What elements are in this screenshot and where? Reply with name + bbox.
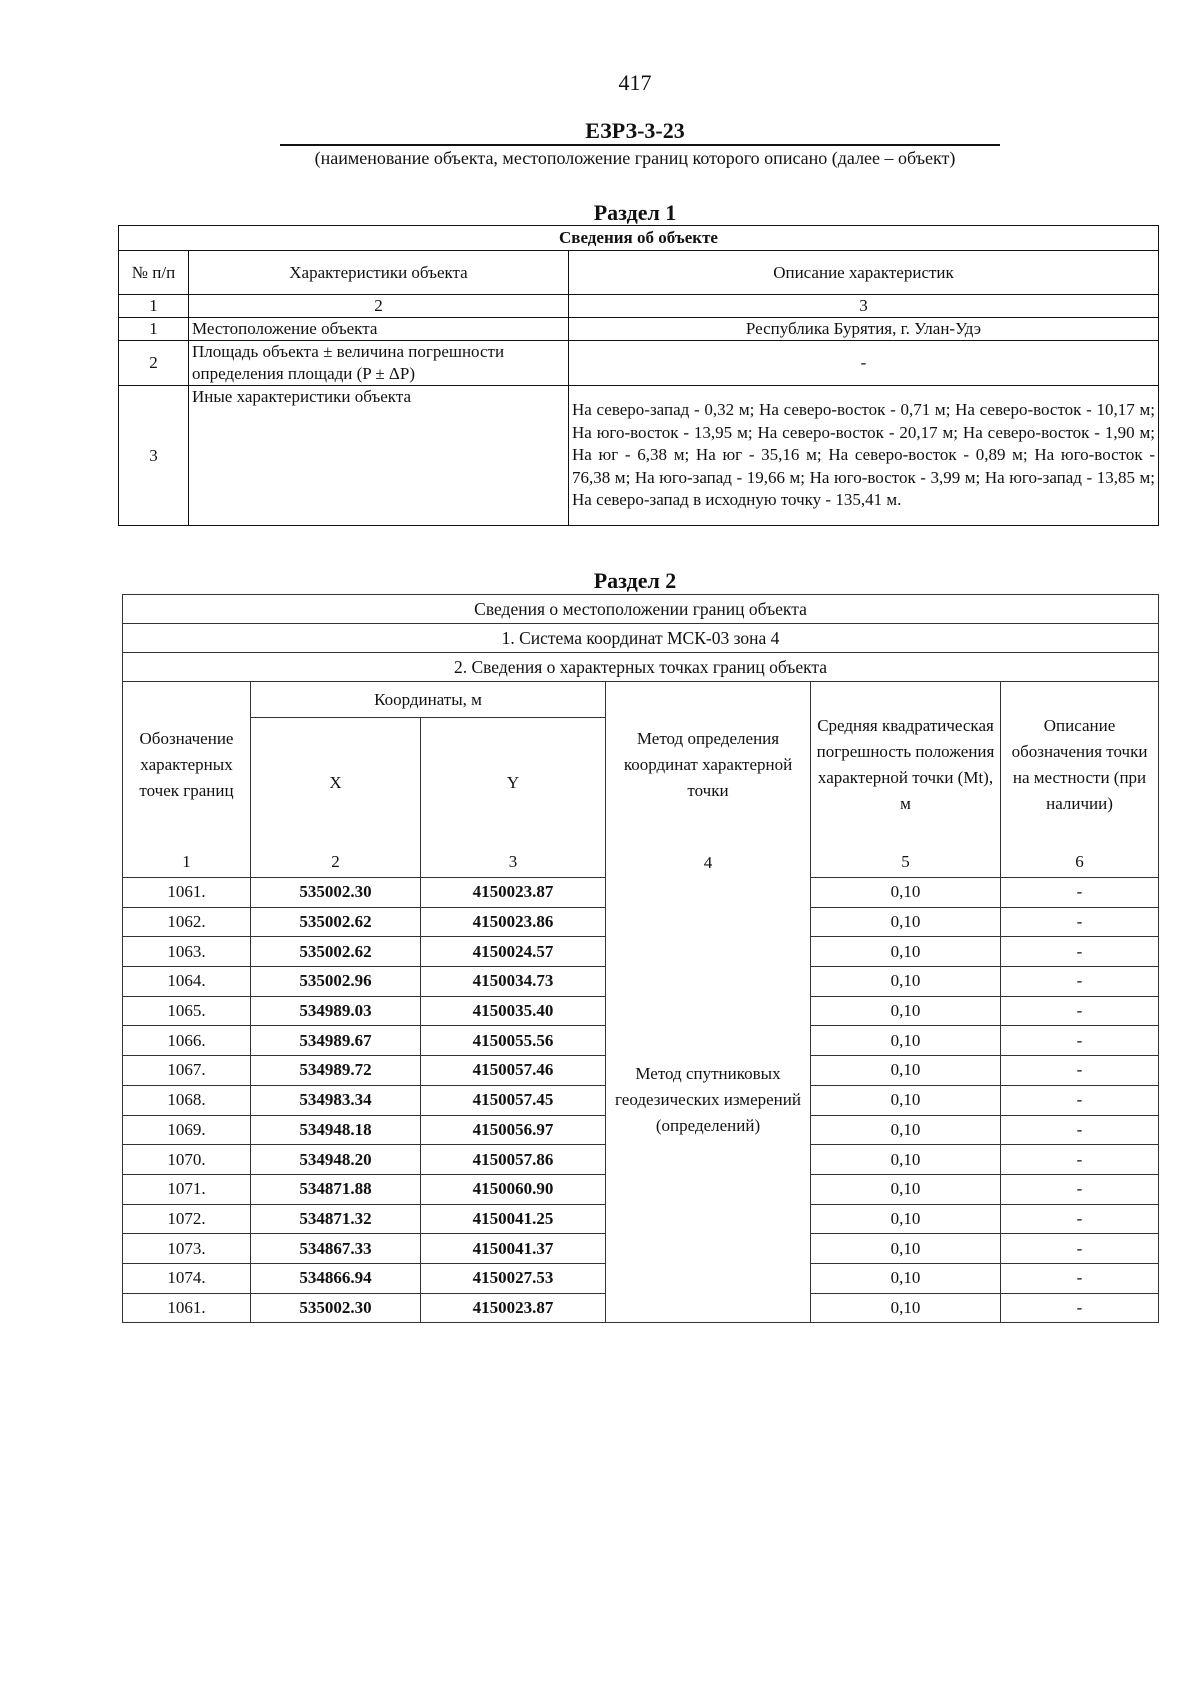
point-id: 1067. <box>123 1056 251 1086</box>
section1-title: Раздел 1 <box>593 200 677 225</box>
point-row <box>123 878 1159 908</box>
row-number: 2 <box>119 341 189 386</box>
col-number: 1 <box>119 295 189 318</box>
point-error: 0,10 <box>811 1174 1001 1204</box>
point-x: 534983.34 <box>251 1085 421 1115</box>
point-description: - <box>1001 1234 1159 1264</box>
table-row <box>119 318 1159 341</box>
point-y: 4150057.46 <box>421 1056 606 1086</box>
point-y: 4150023.87 <box>421 878 606 908</box>
header-x: X <box>251 718 421 848</box>
header-description: Описание обозначения точки на местности (при наличии) <box>1001 682 1159 848</box>
point-description: - <box>1001 1204 1159 1234</box>
point-description: - <box>1001 907 1159 937</box>
row-number: 1 <box>119 318 189 341</box>
point-y: 4150041.37 <box>421 1234 606 1264</box>
point-description: - <box>1001 878 1159 908</box>
point-x: 534866.94 <box>251 1263 421 1293</box>
col-number: 3 <box>569 295 1159 318</box>
point-error: 0,10 <box>811 878 1001 908</box>
point-description: - <box>1001 937 1159 967</box>
point-description: - <box>1001 1174 1159 1204</box>
row-value: - <box>569 341 1159 386</box>
point-id: 1074. <box>123 1263 251 1293</box>
point-y: 4150023.87 <box>421 1293 606 1323</box>
point-y: 4150055.56 <box>421 1026 606 1056</box>
row-number: 3 <box>119 386 189 526</box>
point-x: 534948.20 <box>251 1145 421 1175</box>
row-value: На северо-запад - 0,32 м; На северо-восток - 0,71 м; На северо-восток - 10,17 м; На юго-восток - 13,95 м; На северо-восток - 20,17 м; На северо-восток - 1,90 м; На юг - 6,38 м; На юг - 35,16 м; На северо-восток - 0,89 м; На юго-восток - 76,38 м; На юго-запад - 19,66 м; На юго-восток - 3,99 м; На юго-запад - 13,85 м; На северо-запад в исходную точку - 135,41 м. <box>569 386 1159 526</box>
point-y: 4150024.57 <box>421 937 606 967</box>
header-y: Y <box>421 718 606 848</box>
point-y: 4150023.86 <box>421 907 606 937</box>
point-error: 0,10 <box>811 907 1001 937</box>
point-description: - <box>1001 1115 1159 1145</box>
row-characteristic: Местоположение объекта <box>189 318 569 341</box>
point-error: 0,10 <box>811 1234 1001 1264</box>
point-description: - <box>1001 967 1159 997</box>
point-description: - <box>1001 1056 1159 1086</box>
section2-table <box>122 594 1159 1323</box>
section1-table-title: Сведения об объекте <box>119 226 1159 251</box>
point-id: 1061. <box>123 1293 251 1323</box>
header-method: Метод определения координат характерной точки <box>606 682 811 848</box>
table-row <box>119 341 1159 386</box>
point-y: 4150041.25 <box>421 1204 606 1234</box>
row-characteristic: Иные характеристики объекта <box>189 386 569 526</box>
point-x: 534867.33 <box>251 1234 421 1264</box>
point-y: 4150034.73 <box>421 967 606 997</box>
table-row <box>119 386 1159 526</box>
section2-title: Раздел 2 <box>593 568 677 593</box>
point-id: 1070. <box>123 1145 251 1175</box>
point-description: - <box>1001 1085 1159 1115</box>
point-y: 4150056.97 <box>421 1115 606 1145</box>
col-number: 2 <box>189 295 569 318</box>
col-header-description: Описание характеристик <box>569 251 1159 295</box>
point-id: 1062. <box>123 907 251 937</box>
point-description: - <box>1001 1026 1159 1056</box>
object-name-underline <box>280 144 1000 146</box>
point-id: 1068. <box>123 1085 251 1115</box>
point-x: 534948.18 <box>251 1115 421 1145</box>
point-id: 1064. <box>123 967 251 997</box>
point-error: 0,10 <box>811 1293 1001 1323</box>
object-name: ЕЗРЗ-3-23 <box>585 118 685 143</box>
point-id: 1063. <box>123 937 251 967</box>
row-value: Республика Бурятия, г. Улан-Удэ <box>569 318 1159 341</box>
col-number: 4 <box>606 848 811 878</box>
col-header-characteristics: Характеристики объекта <box>189 251 569 295</box>
coord-system: 1. Система координат МСК-03 зона 4 <box>123 624 1159 653</box>
col-number: 5 <box>811 848 1001 878</box>
point-error: 0,10 <box>811 1204 1001 1234</box>
col-number: 2 <box>251 848 421 878</box>
col-number: 1 <box>123 848 251 878</box>
point-y: 4150057.86 <box>421 1145 606 1175</box>
point-error: 0,10 <box>811 937 1001 967</box>
point-description: - <box>1001 1145 1159 1175</box>
point-y: 4150035.40 <box>421 996 606 1026</box>
point-description: - <box>1001 1293 1159 1323</box>
point-x: 534989.03 <box>251 996 421 1026</box>
section1-table <box>118 225 1159 526</box>
point-error: 0,10 <box>811 1263 1001 1293</box>
col-number: 6 <box>1001 848 1159 878</box>
point-y: 4150060.90 <box>421 1174 606 1204</box>
col-header-number: № п/п <box>119 251 189 295</box>
point-x: 535002.30 <box>251 1293 421 1323</box>
point-x: 534989.72 <box>251 1056 421 1086</box>
object-name-caption: (наименование объекта, местоположение границ которого описано (далее – объект) <box>314 148 956 168</box>
header-coords: Координаты, м <box>251 682 606 718</box>
point-id: 1066. <box>123 1026 251 1056</box>
point-x: 535002.96 <box>251 967 421 997</box>
header-error: Средняя квадратическая погрешность положения характерной точки (Mt), м <box>811 682 1001 848</box>
point-error: 0,10 <box>811 967 1001 997</box>
point-x: 534871.88 <box>251 1174 421 1204</box>
point-error: 0,10 <box>811 1026 1001 1056</box>
header-point: Обозначение характерных точек границ <box>123 682 251 848</box>
point-id: 1072. <box>123 1204 251 1234</box>
point-id: 1061. <box>123 878 251 908</box>
point-x: 534871.32 <box>251 1204 421 1234</box>
point-id: 1065. <box>123 996 251 1026</box>
point-error: 0,10 <box>811 1145 1001 1175</box>
point-id: 1069. <box>123 1115 251 1145</box>
page-number: 417 <box>618 70 652 95</box>
points-title: 2. Сведения о характерных точках границ объекта <box>123 653 1159 682</box>
point-error: 0,10 <box>811 996 1001 1026</box>
point-y: 4150027.53 <box>421 1263 606 1293</box>
method-value: Метод спутниковых геодезических измерений (определений) <box>606 878 811 1323</box>
point-x: 535002.62 <box>251 907 421 937</box>
point-x: 535002.30 <box>251 878 421 908</box>
point-id: 1073. <box>123 1234 251 1264</box>
point-y: 4150057.45 <box>421 1085 606 1115</box>
point-description: - <box>1001 996 1159 1026</box>
point-x: 535002.62 <box>251 937 421 967</box>
point-error: 0,10 <box>811 1056 1001 1086</box>
point-error: 0,10 <box>811 1115 1001 1145</box>
col-number: 3 <box>421 848 606 878</box>
point-x: 534989.67 <box>251 1026 421 1056</box>
section2-table-title: Сведения о местоположении границ объекта <box>123 595 1159 624</box>
point-error: 0,10 <box>811 1085 1001 1115</box>
row-characteristic: Площадь объекта ± величина погрешности определения площади (P ± ΔP) <box>189 341 569 386</box>
point-description: - <box>1001 1263 1159 1293</box>
point-id: 1071. <box>123 1174 251 1204</box>
